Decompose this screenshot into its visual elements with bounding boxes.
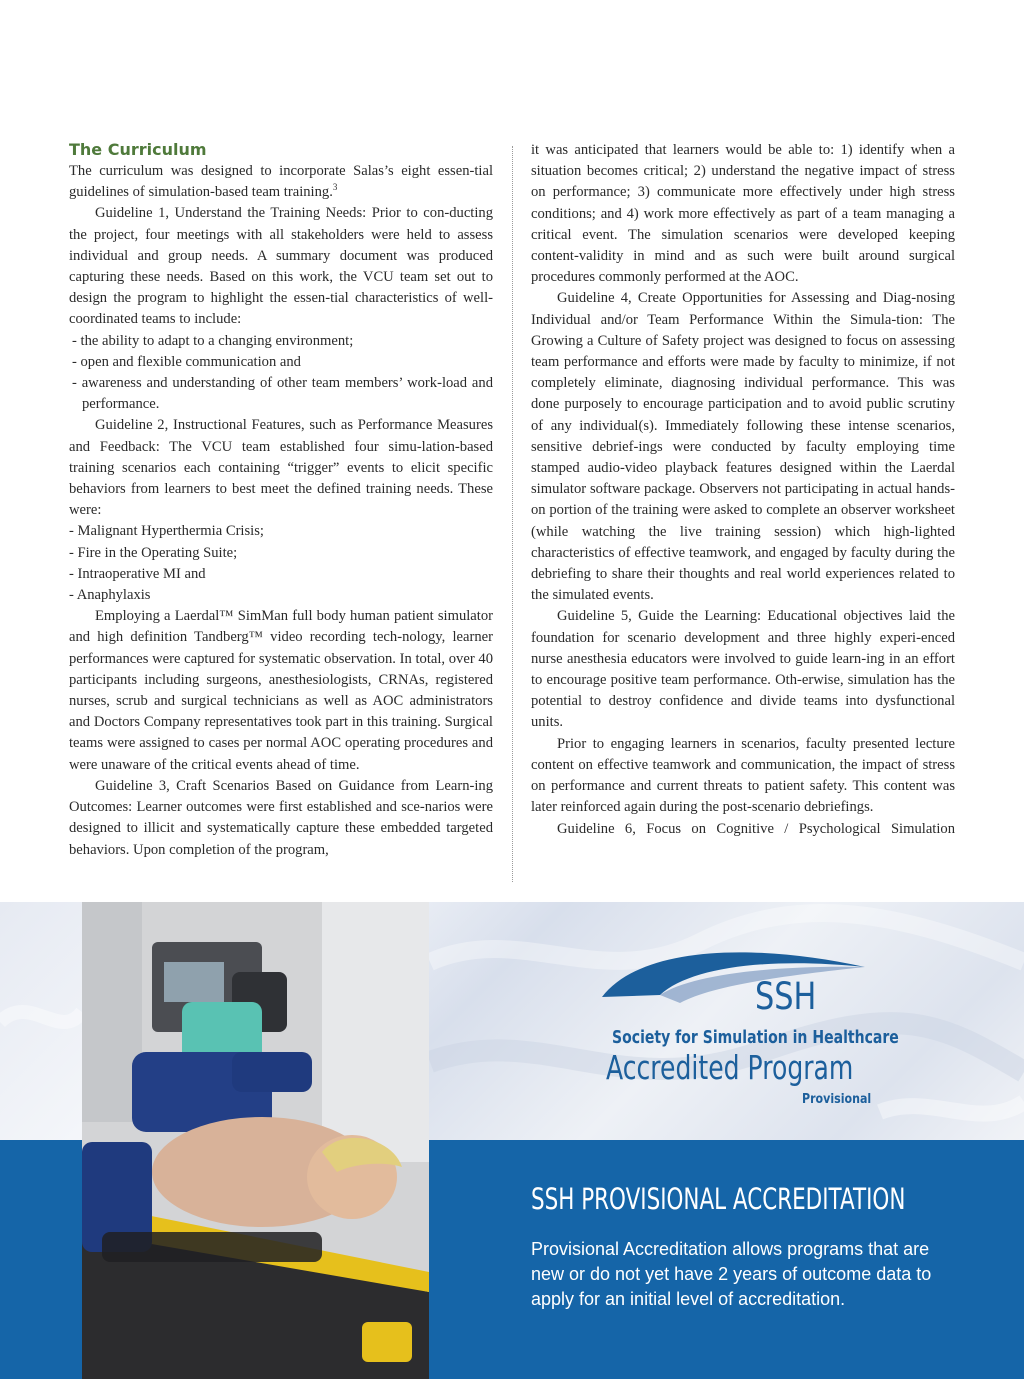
guideline-5-paragraph: Guideline 5, Guide the Learning: Educational objectives laid the foundation for scenario development and three highly experi-enced nurse anesthesia educators were involved to guide learn-ing in an effort to encourage positive team performance. Oth-erwise, simulation has the potential to destroy confidence and divide teams into dysfunctional units.: [531, 608, 955, 731]
trait-item: - awareness and understanding of other team members’ work-load and performance.: [72, 375, 493, 413]
section-heading: The Curriculum: [69, 140, 207, 159]
logo-level: Provisional: [802, 1092, 872, 1107]
continuation-paragraph: it was anticipated that learners would be able to: 1) identify when a situation becomes critical; 2) understand the negative impact of stress on performance; 3) communicate more effectively under high stress conditions; and 4) work more effectively as part of a team managing a critical event. The simulation scenarios were developed keeping content-validity in mind and as such were built around surgical procedures commonly performed at the AOC.: [531, 142, 955, 286]
guideline-1-paragraph: Guideline 1, Understand the Training Needs: Prior to con-ducting the project, four meetings with all stakeholders were held to assess individual and group needs. A summary document was produced capturing these needs. Based on this work, the VCU team set out to design the program to highlight the essen-tial characteristics of well-coordinated teams to include:: [69, 205, 493, 328]
photo-illustration: [82, 902, 429, 1379]
ssh-logo: [600, 937, 899, 1112]
logo-program: Accredited Program: [606, 1048, 854, 1087]
accreditation-feature: [0, 902, 1024, 1379]
prior-paragraph: Prior to engaging learners in scenarios, faculty presented lecture content on effective teamwork and communication, the impact of stress on performance and current threats to patient safety. This content was later reinforced again during the post-scenario debriefings.: [531, 735, 955, 816]
guideline-3-paragraph: Guideline 3, Craft Scenarios Based on Guidance from Learn-ing Outcomes: Learner outcomes were first established and sce-narios were designed to illicit and systematically capture these embedded targeted behaviors. Upon completion of the program,: [69, 777, 493, 858]
guideline-4-paragraph: Guideline 4, Create Opportunities for Assessing and Diag-nosing Individual and/or Team Performance Within the Simula-tion: The Growing a Culture of Safety project was designed to focus on assessing team performance and efforts were made by faculty to minimize, if not completely eliminate, diagnosing individual performance. This was done purposely to encourage participation and to avoid public scrutiny of any individual(s). Immediately following these intense scenarios, sensitive debrief-ings were conducted by faculty employing time stamped audio-video playback features designed within the Laerdal simulator software package. Observers not participating in actual hands-on portion of the training were asked to complete an observer worksheet (while watching the live training session) which high-lighted characteristics of effective teamwork, and engaged by faculty during the debriefing to share their thoughts and real world experiences related to the simulated events.: [531, 290, 955, 604]
guideline-6-paragraph: Guideline 6, Focus on Cognitive / Psychological Simulation: [557, 820, 955, 837]
right-column: [531, 140, 955, 840]
logo-organization: Society for Simulation in Healthcare: [612, 1027, 899, 1048]
swoosh-icon: [600, 937, 880, 1027]
scenario-item: - Malignant Hyperthermia Crisis;: [69, 523, 264, 540]
footnote-reference: 3: [332, 182, 338, 193]
trait-item: - open and flexible communication and: [72, 353, 301, 370]
intro-paragraph: [69, 161, 493, 203]
left-column: [69, 140, 493, 861]
scenario-item: - Fire in the Operating Suite;: [69, 544, 238, 561]
callout-title: SSH PROVISIONAL ACCREDITATION: [531, 1182, 906, 1216]
simulation-manikin-photo: [82, 902, 429, 1379]
trait-item: - the ability to adapt to a changing environment;: [72, 332, 354, 349]
intro-text: The curriculum was designed to incorporate Salas’s eight essen-tial guidelines of simulation-based team training.: [69, 163, 493, 201]
column-divider: [512, 146, 513, 882]
scenario-item: - Intraoperative MI and: [69, 565, 206, 582]
guideline-2-paragraph: Guideline 2, Instructional Features, such as Performance Measures and Feedback: The VCU team established four simu-lation-based training scenarios each containing “trigger” events to elicit specific behaviors from learners to best meet the defined training needs. These were:: [69, 417, 493, 519]
scenario-item: - Anaphylaxis: [69, 587, 151, 604]
simulator-paragraph: Employing a Laerdal™ SimMan full body human patient simulator and high definition Tandberg™ video recording tech-nology, learner performances were captured for systematic observation. In total, over 40 participants including surgeons, anesthesiologists, CRNAs, registered nurses, scrub and surgical technicians as well as AOC administrators and Doctors Company representatives took part in this training. Surgical teams were assigned to cases per normal AOC operating procedures and were unaware of the critical events ahead of time.: [69, 608, 493, 773]
callout-body: Provisional Accreditation allows programs that are new or do not yet have 2 years of outcome data to apply for an initial level of accreditation.: [531, 1239, 932, 1309]
logo-abbreviation: SSH: [755, 975, 817, 1018]
